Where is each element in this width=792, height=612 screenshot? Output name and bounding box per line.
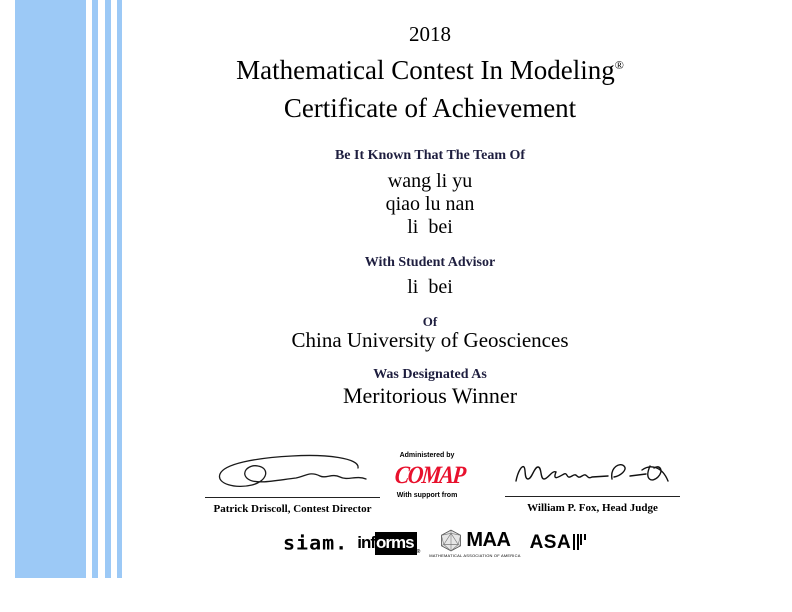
comap-block: [390, 452, 464, 499]
signature-line: [205, 497, 380, 498]
team-member-name: wang li yu: [387, 170, 473, 192]
maa-logo-row: [439, 529, 510, 552]
maa-icosahedron-icon: [439, 529, 463, 552]
designation: Meritorious Winner: [342, 383, 518, 408]
registered-trademark: ®: [614, 58, 624, 72]
asa-logo-text: ASA: [529, 532, 572, 553]
maa-logo-text: MAA: [466, 528, 511, 551]
contest-director-signature-icon: [208, 452, 378, 492]
institution-name: China University of Geosciences: [291, 328, 569, 352]
informs-logo-boxed: orms: [375, 532, 417, 555]
maa-logo: [429, 529, 520, 558]
head-judge-caption: William P. Fox, Head Judge: [527, 502, 658, 514]
contest-title-text: Mathematical Contest In Modeling: [236, 55, 615, 85]
contest-director-signature-block: [205, 452, 380, 515]
informs-logo: [357, 532, 420, 555]
comap-logo: COMAP: [393, 462, 466, 489]
with-support-from-label: With support from: [396, 491, 458, 499]
team-label: Be It Known That The Team Of: [334, 148, 526, 163]
of-label: Of: [422, 314, 438, 329]
sponsor-logos-row: [283, 529, 586, 557]
siam-logo: siam.: [283, 531, 349, 555]
team-member-name: qiao lu nan: [385, 193, 475, 215]
informs-registered-mark: ®: [416, 548, 421, 555]
contest-year: 2018: [409, 22, 451, 46]
team-member-name: li bei: [407, 216, 453, 238]
contest-title: [70, 55, 790, 86]
administered-by-label: Administered by: [399, 452, 455, 459]
head-judge-signature-block: [505, 457, 680, 514]
advisor-label: With Student Advisor: [364, 255, 496, 270]
informs-logo-prefix: inf: [357, 533, 375, 552]
designation-label: Was Designated As: [373, 367, 487, 382]
certificate-subtitle: Certificate of Achievement: [283, 93, 577, 123]
signature-line: [505, 496, 680, 497]
advisor-name: li bei: [407, 276, 453, 298]
asa-bars-icon: [573, 534, 586, 550]
head-judge-signature-icon: [510, 457, 676, 491]
asa-logo: [530, 532, 586, 554]
certificate-content: [70, 0, 790, 612]
contest-director-caption: Patrick Driscoll, Contest Director: [213, 503, 372, 515]
maa-caption: MATHEMATICAL ASSOCIATION OF AMERICA: [429, 552, 521, 558]
